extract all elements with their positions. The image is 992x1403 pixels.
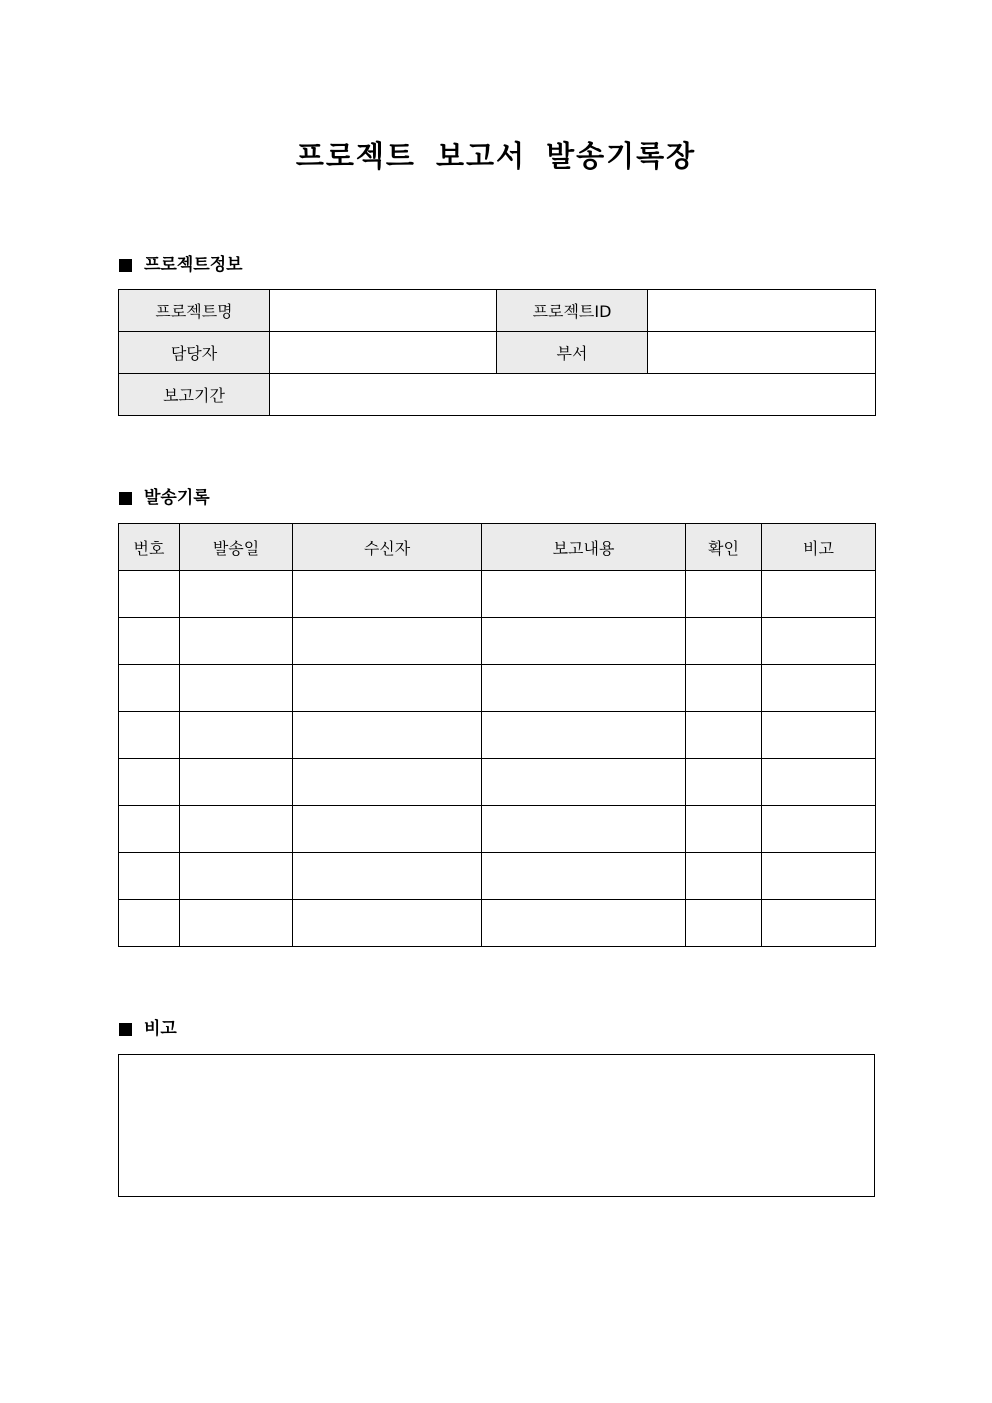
dispatch-records-body xyxy=(119,571,876,947)
manager-field[interactable] xyxy=(270,332,497,374)
cell-send-date[interactable] xyxy=(180,571,293,618)
column-header-report-content: 보고내용 xyxy=(482,524,686,571)
info-row-period xyxy=(119,374,876,416)
cell-number[interactable] xyxy=(119,806,180,853)
department-field[interactable] xyxy=(648,332,876,374)
info-row-manager xyxy=(119,332,876,374)
cell-confirm[interactable] xyxy=(686,806,762,853)
cell-remarks[interactable] xyxy=(762,665,876,712)
cell-number[interactable] xyxy=(119,712,180,759)
dispatch-records-heading xyxy=(119,487,210,509)
project-id-field[interactable] xyxy=(648,290,876,332)
project-info-table xyxy=(118,289,876,416)
dispatch-records-heading-label: 발송기록 xyxy=(144,488,210,508)
project-info-heading xyxy=(119,254,243,276)
manager-label: 담당자 xyxy=(119,332,270,374)
project-name-field[interactable] xyxy=(270,290,497,332)
cell-send-date[interactable] xyxy=(180,806,293,853)
cell-number[interactable] xyxy=(119,618,180,665)
cell-recipient[interactable] xyxy=(293,900,482,947)
cell-recipient[interactable] xyxy=(293,853,482,900)
period-field[interactable] xyxy=(270,374,876,416)
column-header-remarks: 비고 xyxy=(762,524,876,571)
document-title: 프로젝트 보고서 발송기록장 xyxy=(295,139,697,173)
department-label: 부서 xyxy=(497,332,648,374)
square-bullet-icon xyxy=(119,492,132,505)
cell-report-content[interactable] xyxy=(482,900,686,947)
cell-remarks[interactable] xyxy=(762,900,876,947)
cell-recipient[interactable] xyxy=(293,665,482,712)
cell-confirm[interactable] xyxy=(686,900,762,947)
cell-report-content[interactable] xyxy=(482,759,686,806)
cell-number[interactable] xyxy=(119,571,180,618)
cell-send-date[interactable] xyxy=(180,759,293,806)
cell-send-date[interactable] xyxy=(180,712,293,759)
table-row xyxy=(119,571,876,618)
table-row xyxy=(119,759,876,806)
cell-report-content[interactable] xyxy=(482,618,686,665)
square-bullet-icon xyxy=(119,1023,132,1036)
cell-send-date[interactable] xyxy=(180,618,293,665)
cell-remarks[interactable] xyxy=(762,712,876,759)
table-row xyxy=(119,806,876,853)
remarks-heading xyxy=(119,1018,177,1040)
cell-report-content[interactable] xyxy=(482,712,686,759)
cell-confirm[interactable] xyxy=(686,759,762,806)
cell-report-content[interactable] xyxy=(482,665,686,712)
table-row xyxy=(119,665,876,712)
info-row-name xyxy=(119,290,876,332)
column-header-send-date: 발송일 xyxy=(180,524,293,571)
project-id-label: 프로젝트ID xyxy=(497,290,648,332)
cell-recipient[interactable] xyxy=(293,759,482,806)
period-label: 보고기간 xyxy=(119,374,270,416)
project-name-label: 프로젝트명 xyxy=(119,290,270,332)
table-row xyxy=(119,900,876,947)
cell-remarks[interactable] xyxy=(762,618,876,665)
table-header-row xyxy=(119,524,876,571)
cell-remarks[interactable] xyxy=(762,853,876,900)
cell-remarks[interactable] xyxy=(762,806,876,853)
table-row xyxy=(119,618,876,665)
cell-confirm[interactable] xyxy=(686,665,762,712)
cell-recipient[interactable] xyxy=(293,712,482,759)
cell-number[interactable] xyxy=(119,853,180,900)
cell-recipient[interactable] xyxy=(293,806,482,853)
remarks-heading-label: 비고 xyxy=(144,1019,177,1039)
cell-confirm[interactable] xyxy=(686,618,762,665)
cell-recipient[interactable] xyxy=(293,571,482,618)
cell-send-date[interactable] xyxy=(180,900,293,947)
cell-recipient[interactable] xyxy=(293,618,482,665)
cell-report-content[interactable] xyxy=(482,853,686,900)
cell-number[interactable] xyxy=(119,665,180,712)
cell-report-content[interactable] xyxy=(482,806,686,853)
cell-confirm[interactable] xyxy=(686,853,762,900)
cell-send-date[interactable] xyxy=(180,665,293,712)
cell-confirm[interactable] xyxy=(686,571,762,618)
table-row xyxy=(119,853,876,900)
dispatch-records-table xyxy=(118,523,876,947)
cell-confirm[interactable] xyxy=(686,712,762,759)
remarks-box[interactable] xyxy=(118,1054,875,1197)
cell-report-content[interactable] xyxy=(482,571,686,618)
cell-number[interactable] xyxy=(119,900,180,947)
square-bullet-icon xyxy=(119,259,132,272)
column-header-confirm: 확인 xyxy=(686,524,762,571)
table-row xyxy=(119,712,876,759)
project-info-heading-label: 프로젝트정보 xyxy=(144,255,243,275)
column-header-number: 번호 xyxy=(119,524,180,571)
cell-remarks[interactable] xyxy=(762,759,876,806)
cell-remarks[interactable] xyxy=(762,571,876,618)
cell-number[interactable] xyxy=(119,759,180,806)
cell-send-date[interactable] xyxy=(180,853,293,900)
column-header-recipient: 수신자 xyxy=(293,524,482,571)
